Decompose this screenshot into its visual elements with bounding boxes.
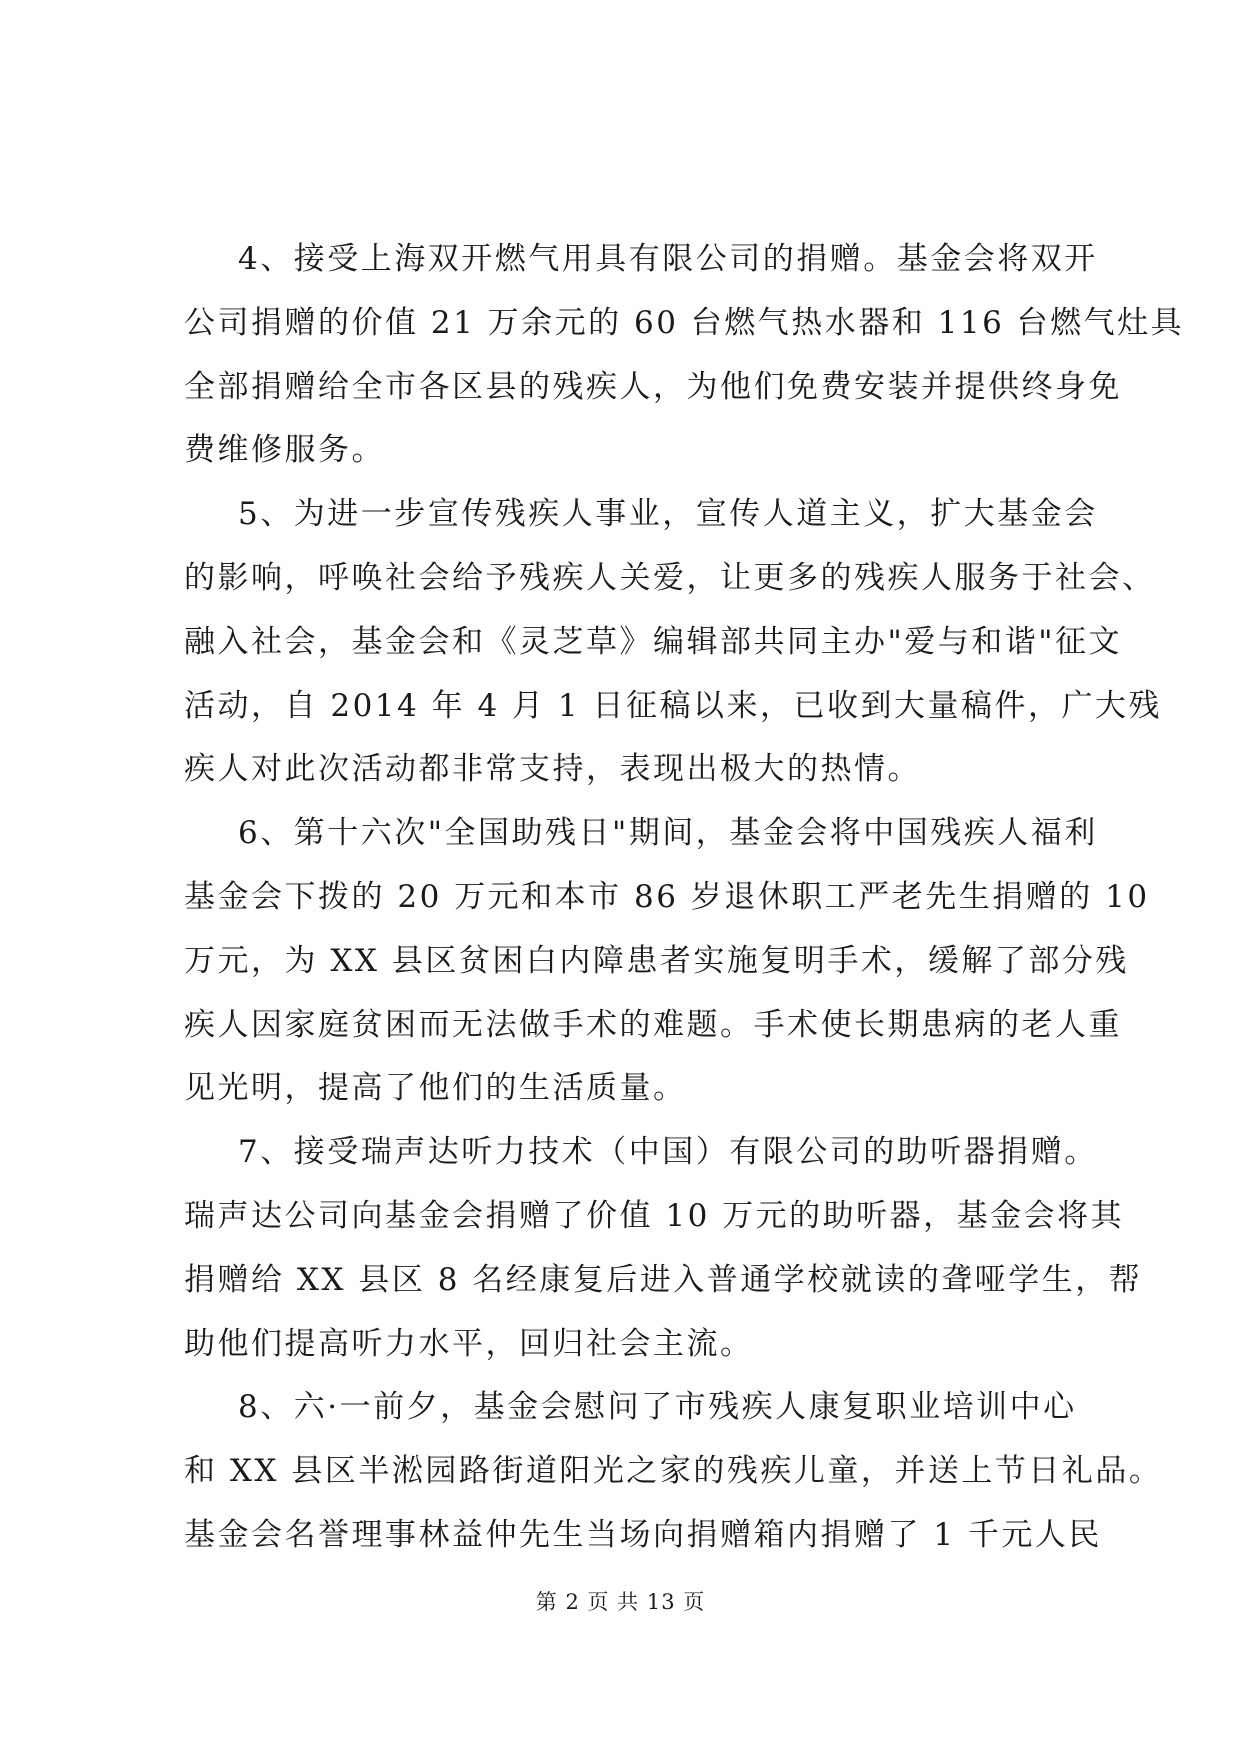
paragraph-item-7 [184,1121,1143,1376]
text-line: 助他们提高听力水平，回归社会主流。 [184,1325,754,1362]
text-line: 活动，自 2014 年 4 月 1 日征稿以来，已收到大量稿件，广大残 [184,687,1162,724]
paragraph-item-8 [184,1376,1163,1567]
text-line: 的影响，呼唤社会给予残疾人关爱，让更多的残疾人服务于社会、 [184,559,1156,596]
text-line: 瑞声达公司向基金会捐赠了价值 10 万元的助听器，基金会将其 [184,1197,1125,1234]
text-line: 8、六·一前夕，基金会慰问了市残疾人康复职业培训中心 [238,1389,1077,1426]
text-line: 4、接受上海双开燃气用具有限公司的捐赠。基金会将双开 [238,241,1098,277]
text-line: 和 XX 县区半淞园路街道阳光之家的残疾儿童，并送上节日礼品。 [184,1453,1163,1490]
text-line: 5、为进一步宣传残疾人事业，宣传人道主义，扩大基金会 [238,496,1098,533]
paragraph-item-4 [184,228,1185,483]
text-line: 基金会下拨的 20 万元和本市 86 岁退休职工严老先生捐赠的 10 [184,878,1150,915]
document-body [184,228,1185,1568]
text-line: 捐赠给 XX 县区 8 名经康复后进入普通学校就读的聋哑学生，帮 [184,1261,1143,1298]
paragraph-item-5 [184,483,1162,802]
text-line: 疾人对此次活动都非常支持，表现出极大的热情。 [184,751,921,788]
text-line: 万元，为 XX 县区贫困白内障患者实施复明手术，缓解了部分残 [184,942,1129,979]
text-line: 7、接受瑞声达听力技术（中国）有限公司的助听器捐赠。 [238,1134,1098,1171]
text-line: 见光明，提高了他们的生活质量。 [184,1070,687,1107]
text-line: 全部捐赠给全市各区县的残疾人，为他们免费安装并提供终身免 [184,368,1122,405]
text-line: 疾人因家庭贫困而无法做手术的难题。手术使长期患病的老人重 [184,1006,1122,1043]
text-line: 融入社会，基金会和《灵芝草》编辑部共同主办"爱与和谐"征文 [184,623,1123,660]
paragraph-item-6 [184,802,1150,1121]
page-number-footer: 第 2 页 共 13 页 [535,1590,706,1614]
text-line: 6、第十六次"全国助残日"期间，基金会将中国残疾人福利 [238,815,1098,852]
text-line: 公司捐赠的价值 21 万余元的 60 台燃气热水器和 116 台燃气灶具 [184,304,1185,341]
text-line: 费维修服务。 [184,432,385,469]
text-line: 基金会名誉理事林益仲先生当场向捐赠箱内捐赠了 1 千元人民 [184,1516,1102,1553]
